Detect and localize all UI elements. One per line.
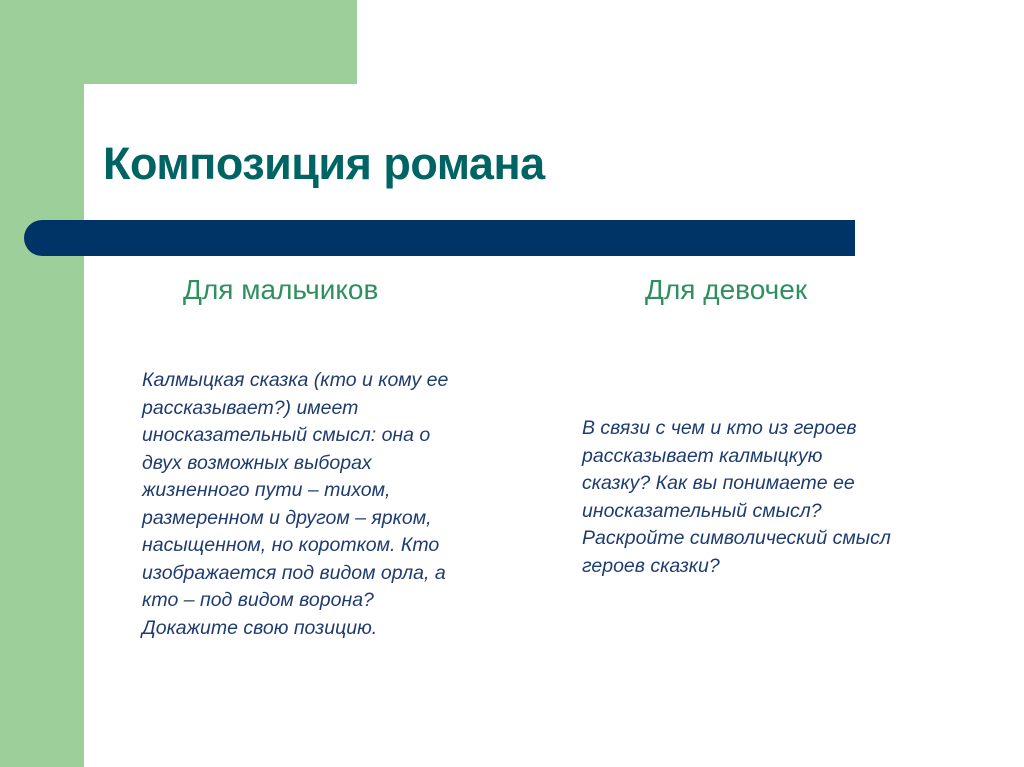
text-line: кто – под видом ворона? — [142, 589, 374, 611]
text-line: рассказывает калмыцкую — [582, 444, 823, 467]
text-line: иносказательный смысл: она о — [142, 424, 431, 446]
slide-title: Композиция романа — [103, 138, 545, 189]
text-line: Докажите свою позицию. — [142, 616, 378, 639]
text-line: насыщенном, но коротком. Кто — [142, 534, 440, 556]
text-line: иносказательный смысл? — [582, 499, 822, 522]
text-line: В связи с чем и кто из героев — [582, 417, 857, 439]
column-heading-boys: Для мальчиков — [183, 274, 379, 305]
text-line: жизненного пути – тихом, — [142, 479, 391, 501]
column-heading-girls: Для девочек — [645, 274, 808, 305]
text-line: рассказывает?) имеет — [142, 396, 359, 419]
text-line: изображается под видом орла, а — [142, 561, 446, 584]
text-line: героев сказки? — [582, 554, 720, 577]
title-divider-bar — [24, 220, 855, 256]
boys-question-text — [142, 367, 448, 642]
text-line: Калмыцкая сказка (кто и кому ее — [142, 369, 449, 391]
text-line: Раскройте символический смысл — [582, 527, 891, 549]
text-line: двух возможных выборах — [142, 451, 372, 474]
text-line: размеренном и другом – ярком, — [142, 506, 432, 529]
decorative-green-strip — [0, 0, 84, 767]
text-line: сказку? Как вы понимаете ее — [582, 472, 855, 494]
girls-question-text — [582, 415, 891, 580]
